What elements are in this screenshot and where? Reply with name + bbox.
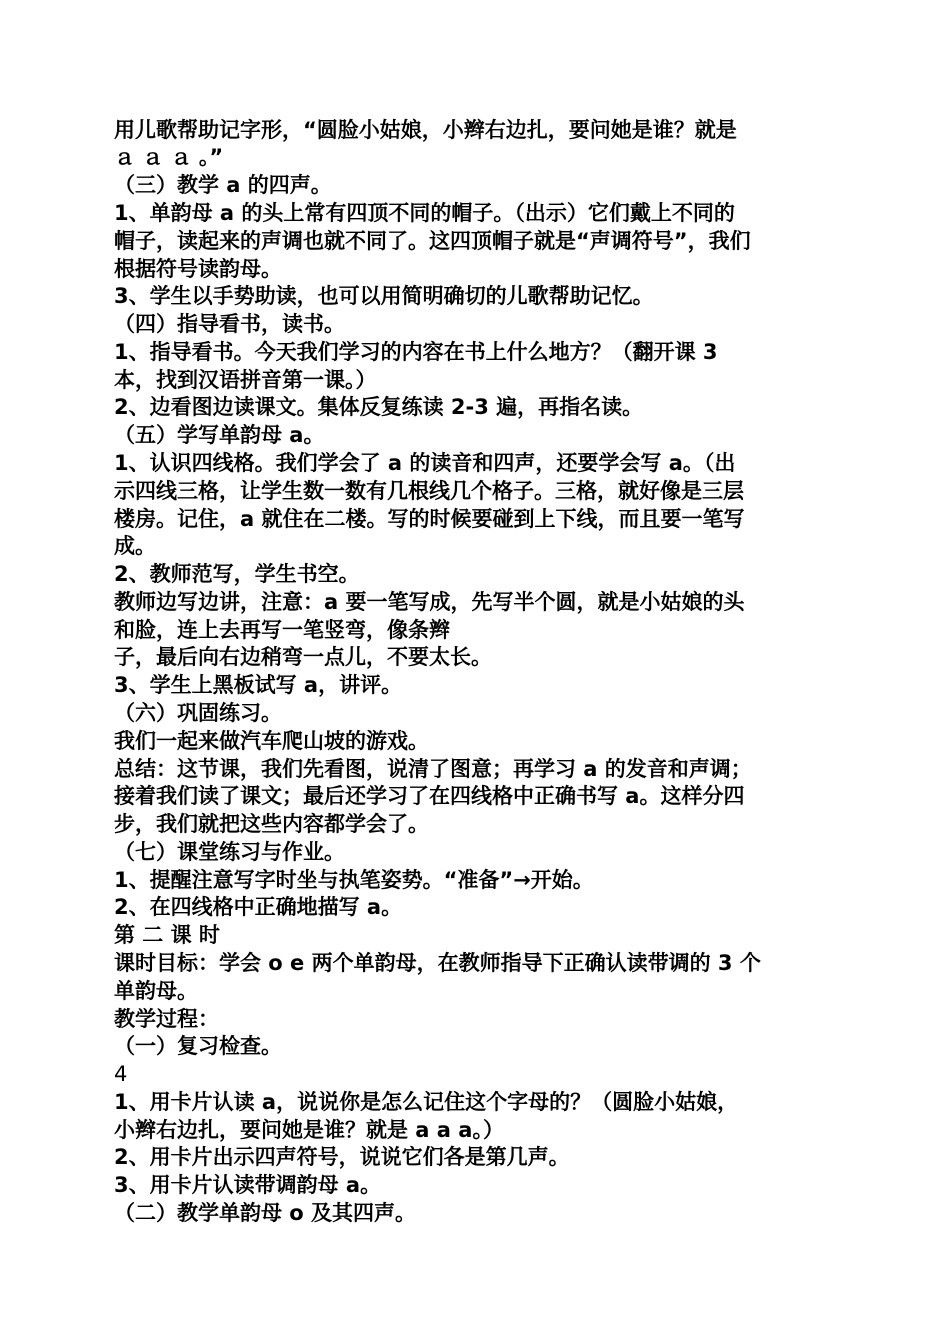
text-line: 2、在四线格中正确地描写 a。 bbox=[114, 895, 403, 919]
text-line: 楼房。记住，a 就住在二楼。写的时候要碰到上下线，而且要一笔写 bbox=[114, 507, 745, 531]
text-line: 单韵母。 bbox=[114, 979, 198, 1003]
text-line: 1、单韵母 a 的头上常有四顶不同的帽子。（出示）它们戴上不同的 bbox=[114, 201, 735, 225]
text-line: 根据符号读韵母。 bbox=[114, 257, 282, 281]
section-heading: （一）复习检查。 bbox=[114, 1034, 282, 1058]
text-line: 教学过程： bbox=[114, 1007, 219, 1031]
text-line: 3、学生上黑板试写 a，讲评。 bbox=[114, 673, 403, 697]
section-heading: （六）巩固练习。 bbox=[114, 701, 282, 725]
page-number: 4 bbox=[114, 1062, 128, 1086]
section-heading: （四）指导看书，读书。 bbox=[114, 312, 345, 336]
text-line: 2、教师范写，学生书空。 bbox=[114, 562, 360, 586]
text-line: 2、用卡片出示四声符号，说说它们各是第几声。 bbox=[114, 1145, 570, 1169]
text-line: 课时目标：学会 o e 两个单韵母，在教师指导下正确认读带调的 3 个 bbox=[114, 951, 761, 975]
lesson-heading: 第 二 课 时 bbox=[114, 923, 220, 947]
section-heading: （五）学写单韵母 a。 bbox=[114, 423, 325, 447]
text-line: 成。 bbox=[114, 534, 156, 558]
section-heading: （二）教学单韵母 o 及其四声。 bbox=[114, 1201, 417, 1225]
text-line: 本，找到汉语拼音第一课。） bbox=[114, 368, 377, 392]
text-line: 帽子，读起来的声调也就不同了。这四顶帽子就是“声调符号”，我们 bbox=[114, 229, 751, 253]
text-line: 1、用卡片认读 a，说说你是怎么记住这个字母的？（圆脸小姑娘， bbox=[114, 1090, 739, 1114]
text-line: 子，最后向右边稍弯一点儿，不要太长。 bbox=[114, 645, 492, 669]
text-line: 接着我们读了课文；最后还学习了在四线格中正确书写 a。这样分四 bbox=[114, 784, 745, 808]
text-line: 教师边写边讲，注意：a 要一笔写成，先写半个圆，就是小姑娘的头 bbox=[114, 590, 745, 614]
text-line: 3、用卡片认读带调韵母 a。 bbox=[114, 1173, 382, 1197]
text-line: 总结：这节课，我们先看图，说清了图意；再学习 a 的发音和声调； bbox=[114, 757, 752, 781]
text-line: 1、认识四线格。我们学会了 a 的读音和四声，还要学会写 a。（出 bbox=[114, 451, 736, 475]
text-line: 和脸，连上去再写一笔竖弯，像条辫 bbox=[114, 618, 450, 642]
text-line: 我们一起来做汽车爬山坡的游戏。 bbox=[114, 729, 429, 753]
text-line: 步，我们就把这些内容都学会了。 bbox=[114, 812, 429, 836]
section-heading: （七）课堂练习与作业。 bbox=[114, 840, 345, 864]
text-line: 1、提醒注意写字时坐与执笔姿势。“准备”→开始。 bbox=[114, 868, 594, 892]
text-line: 2、边看图边读课文。集体反复练读 2-3 遍，再指名读。 bbox=[114, 395, 644, 419]
section-heading: （三）教学 a 的四声。 bbox=[114, 173, 332, 197]
text-line: 小辫右边扎，要问她是谁？就是 a a a。） bbox=[114, 1118, 504, 1142]
text-line: 用儿歌帮助记字形，“圆脸小姑娘，小辫右边扎，要问她是谁？就是 bbox=[114, 118, 737, 142]
text-line: 1、指导看书。今天我们学习的内容在书上什么地方？（翻开课 3 bbox=[114, 340, 718, 364]
text-line: 示四线三格，让学生数一数有几根线几个格子。三格，就好像是三层 bbox=[114, 479, 744, 503]
text-line: ａ ａ ａ 。” bbox=[114, 145, 224, 169]
text-line: 3、学生以手势助读，也可以用简明确切的儿歌帮助记忆。 bbox=[114, 284, 654, 308]
